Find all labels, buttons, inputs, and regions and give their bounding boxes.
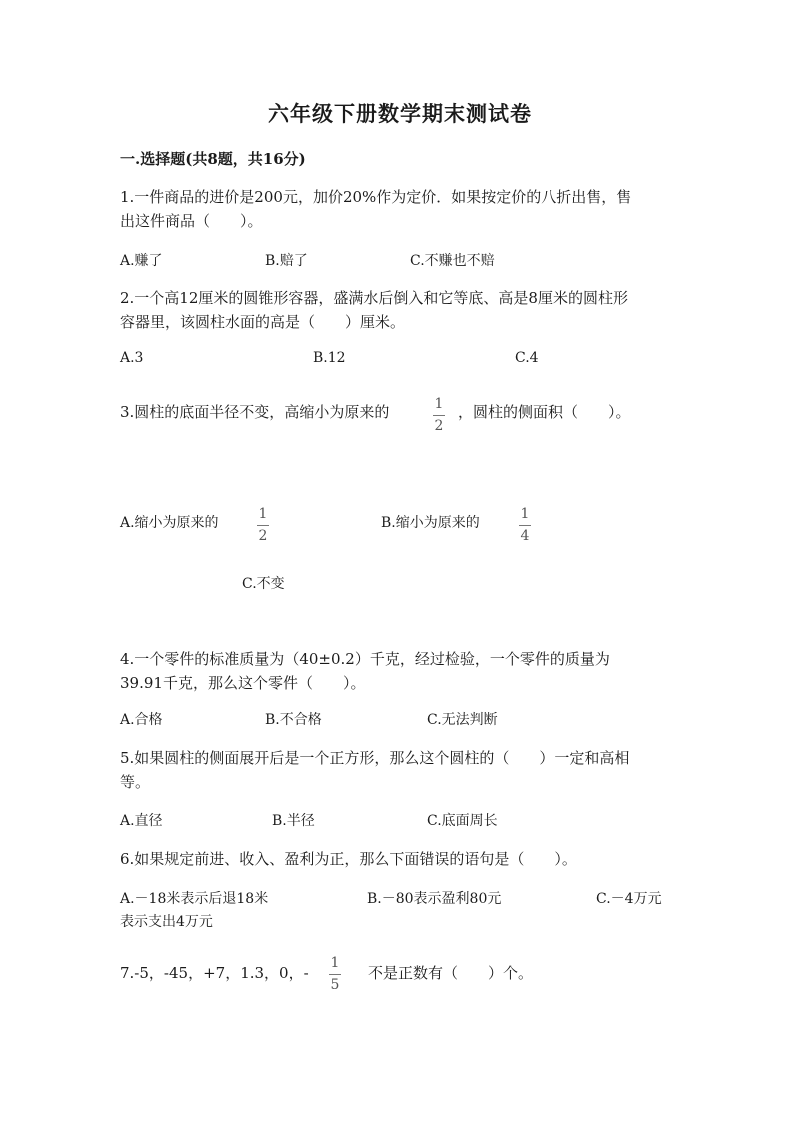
fraction-numerator: 1 [258, 506, 268, 522]
question-7-text-after: 不是正数有（ ）个。 [368, 964, 534, 982]
question-3-text: 3.圆柱的底面半径不变，高缩小为原来的 [120, 403, 390, 421]
fraction-numerator: 1 [520, 506, 530, 522]
question-2-option-c: C.4 [515, 350, 539, 366]
question-6-option-b: B.－80表示盈利80元 [367, 891, 502, 907]
question-1-option-a: A.赚了 [120, 253, 163, 269]
page-title: 六年级下册数学期末测试卷 [268, 101, 532, 126]
fraction-denominator: 5 [330, 977, 340, 993]
question-5-line2: 等。 [120, 773, 151, 791]
question-2-line2: 容器里，该圆柱水面的高是（ ）厘米。 [120, 313, 406, 331]
question-5-line1: 5.如果圆柱的侧面展开后是一个正方形，那么这个圆柱的（ ）一定和高相 [120, 749, 630, 767]
question-5-option-c: C.底面周长 [427, 813, 498, 829]
question-3-option-b-fraction [519, 506, 531, 544]
section-heading: 一.选择题(共8题，共16分) [120, 150, 306, 168]
question-6-option-c-continued: 表示支出4万元 [120, 914, 213, 930]
fraction-bar [519, 525, 531, 526]
question-4-line2: 39.91千克，那么这个零件（ ）。 [120, 674, 366, 692]
fraction-bar [257, 525, 269, 526]
question-1-option-b: B.赔了 [265, 253, 308, 269]
question-4-option-b: B.不合格 [265, 712, 322, 728]
question-4-option-a: A.合格 [120, 712, 163, 728]
question-3-option-a: A.缩小为原来的 [120, 515, 219, 531]
fraction-bar [329, 974, 341, 975]
question-1-line2: 出这件商品（ ）。 [120, 212, 263, 230]
question-1-option-c: C.不赚也不赔 [410, 253, 495, 269]
question-3-option-c: C.不变 [242, 576, 285, 592]
question-4-line1: 4.一个零件的标准质量为（40±0.2）千克，经过检验，一个零件的质量为 [120, 650, 610, 668]
question-2-option-b: B.12 [313, 350, 346, 366]
question-3-option-b: B.缩小为原来的 [381, 515, 480, 531]
question-3-option-a-fraction [257, 506, 269, 544]
fraction-denominator: 4 [520, 528, 530, 544]
question-4-option-c: C.无法判断 [427, 712, 498, 728]
question-5-option-a: A.直径 [120, 813, 163, 829]
question-1-line1: 1.一件商品的进价是200元，加价20%作为定价．如果按定价的八折出售，售 [120, 188, 632, 206]
question-6-option-c: C.－4万元 [596, 891, 662, 907]
question-2-option-a: A.3 [120, 350, 144, 366]
fraction-denominator: 2 [258, 528, 268, 544]
question-2-line1: 2.一个高12厘米的圆锥形容器，盛满水后倒入和它等底、高是8厘米的圆柱形 [120, 289, 628, 307]
question-5-option-b: B.半径 [272, 813, 315, 829]
question-6-text: 6.如果规定前进、收入、盈利为正，那么下面错误的语句是（ ）。 [120, 850, 577, 868]
question-7-fraction [329, 955, 341, 993]
fraction-numerator: 1 [434, 396, 444, 412]
question-7-text: 7.-5，-45，+7，1.3，0，- [120, 964, 309, 982]
fraction-numerator: 1 [330, 955, 340, 971]
question-3-text-after: ，圆柱的侧面积（ ）。 [458, 403, 631, 421]
fraction-bar [433, 415, 445, 416]
question-3-fraction [433, 396, 445, 434]
question-6-option-a: A.－18米表示后退18米 [120, 891, 269, 907]
fraction-denominator: 2 [434, 418, 444, 434]
